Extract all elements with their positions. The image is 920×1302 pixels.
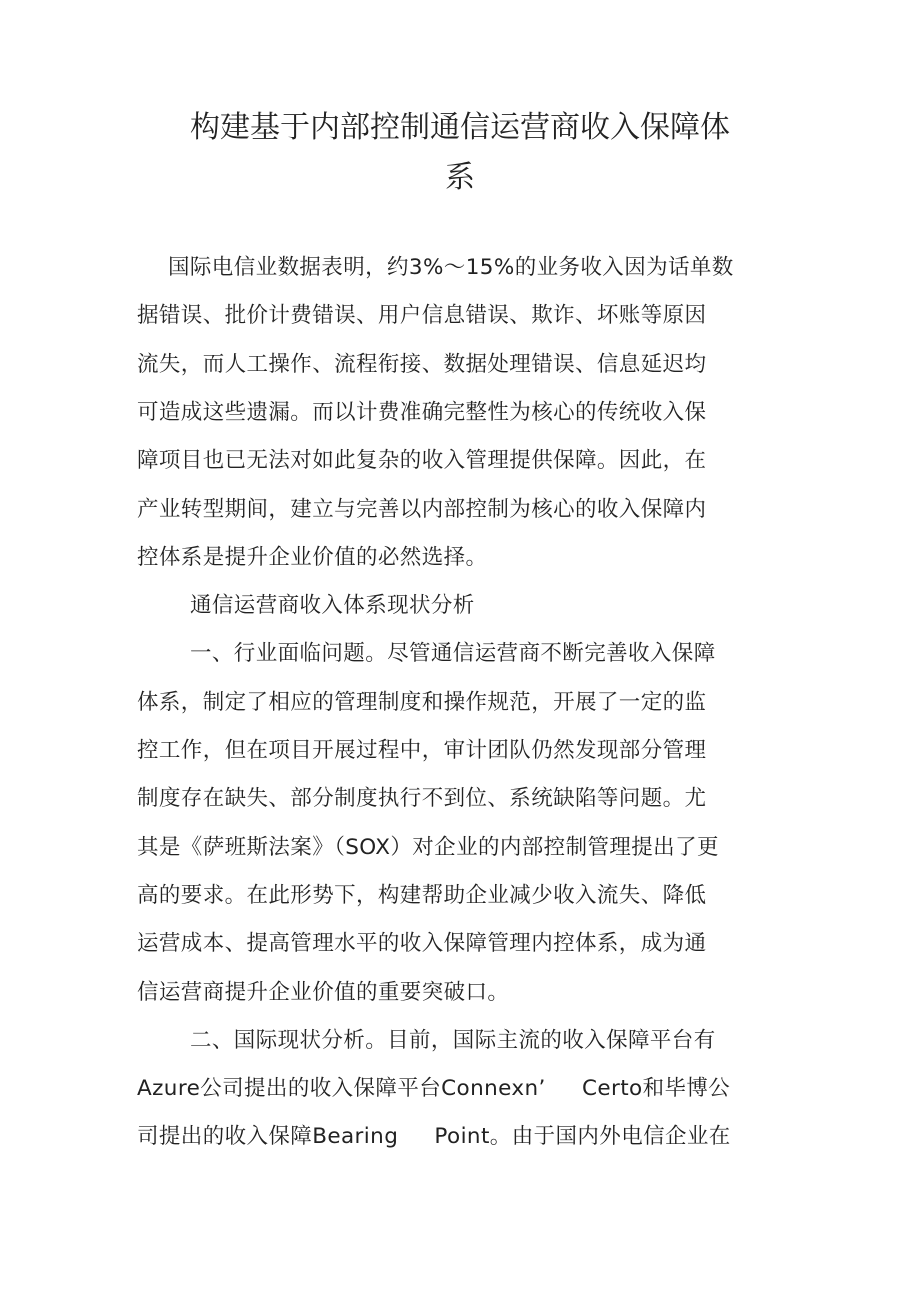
text-line: 控工作，但在项目开展过程中，审计团队仍然发现部分管理 [137,738,707,763]
text-line: 运营成本、提高管理水平的收入保障管理内控体系，成为通 [137,931,707,957]
text-line: 司提出的收入保障Bearing Point。由于国内外电信企业在 [137,1124,731,1150]
text-line: 高的要求。在此形势下，构建帮助企业减少收入流失、降低 [137,882,707,908]
text-line: 可造成这些遗漏。而以计费准确完整性为核心的传统收入保 [137,399,707,425]
text-line: 通信运营商收入体系现状分析 [190,593,475,619]
text-line: 国际电信业数据表明，约3%～15%的业务收入因为话单数 [168,255,734,280]
text-line: 据错误、批价计费错误、用户信息错误、欺诈、坏账等原因 [137,303,707,329]
text-line: 体系，制定了相应的管理制度和操作规范，开展了一定的监 [137,689,707,715]
text-line: 控体系是提升企业价值的必然选择。 [137,544,488,570]
document-title-line-1: 构建基于内部控制通信运营商收入保障体 [190,110,730,145]
text-line: Azure公司提出的收入保障平台Connexn’ Certo和毕博公 [137,1076,731,1102]
text-line: 产业转型期间，建立与完善以内部控制为核心的收入保障内 [137,496,707,522]
text-line: 制度存在缺失、部分制度执行不到位、系统缺陷等问题。尤 [137,786,707,812]
text-line: 障项目也已无法对如此复杂的收入管理提供保障。因此，在 [137,448,707,474]
document-title-line-2: 系 [445,160,475,195]
text-line: 信运营商提升企业价值的重要突破口。 [137,979,510,1005]
text-line: 其是《萨班斯法案》（SOX）对企业的内部控制管理提出了更 [137,834,719,860]
text-line: 二、国际现状分析。目前，国际主流的收入保障平台有 [190,1027,716,1053]
text-line: 一、行业面临问题。尽管通信运营商不断完善收入保障 [190,641,716,667]
text-line: 流失，而人工操作、流程衔接、数据处理错误、信息延迟均 [137,351,707,377]
